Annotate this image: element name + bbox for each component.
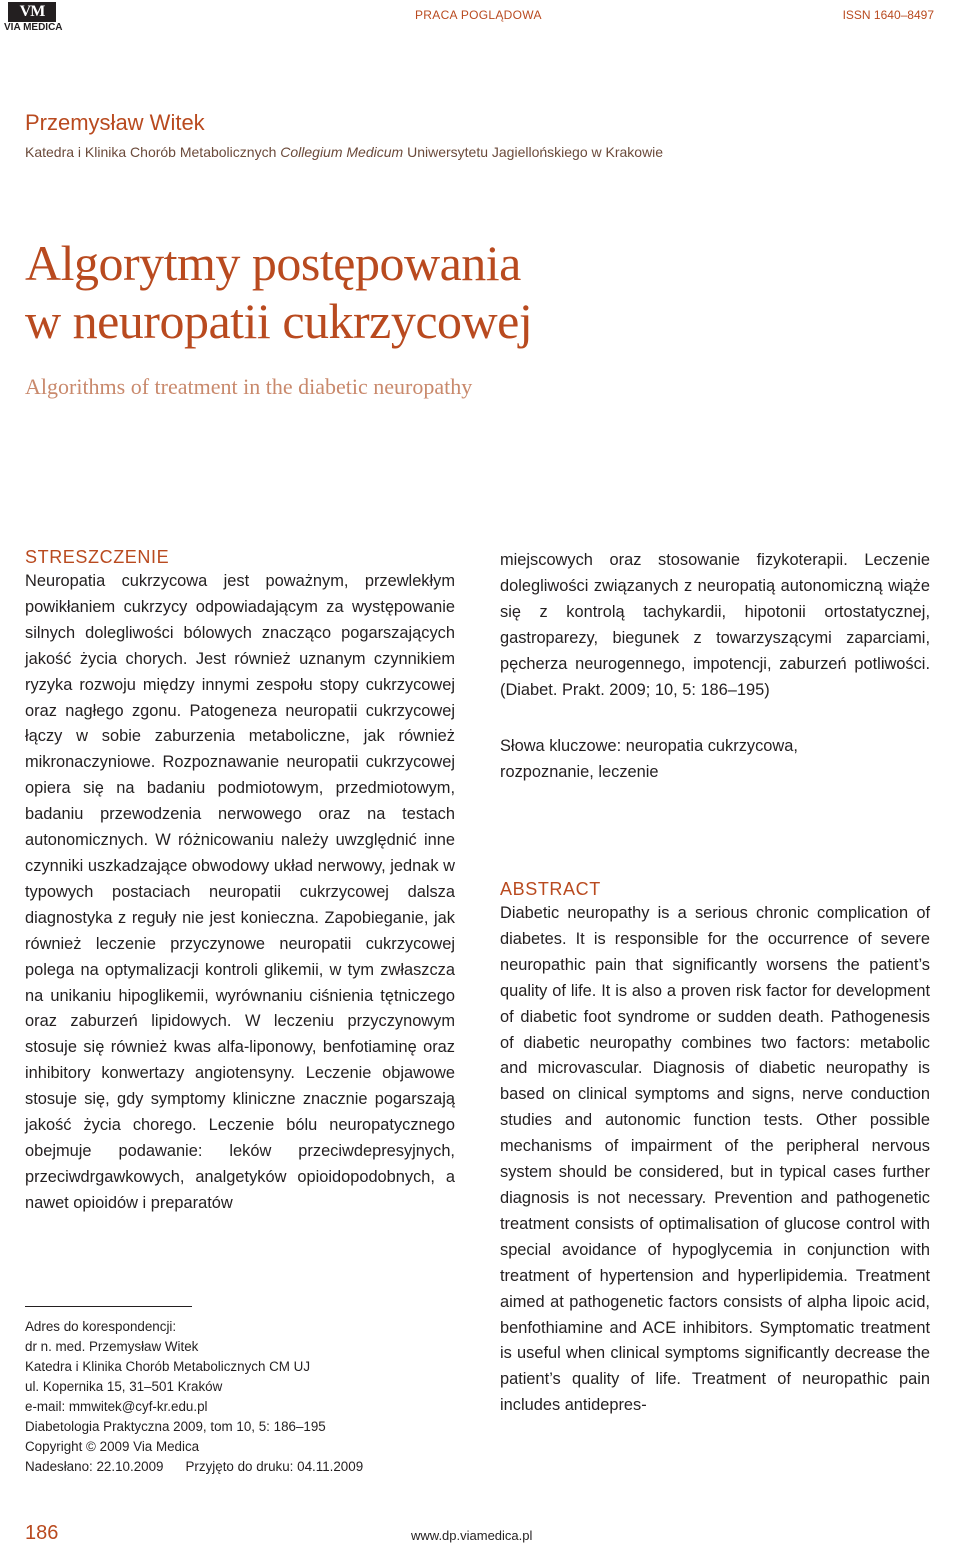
journal-citation: Diabetologia Praktyczna 2009, tom 10, 5: 186–195	[25, 1419, 326, 1434]
abstract-heading: ABSTRACT	[500, 879, 601, 899]
copyright: Copyright © 2009 Via Medica	[25, 1439, 200, 1454]
keywords: Słowa kluczowe: neuropatia cukrzycowa, rozpoznanie, leczenie	[500, 737, 798, 782]
abstract-section	[500, 877, 930, 1419]
english-title: Algorithms of treatment in the diabetic neuropathy	[25, 374, 473, 399]
streszczenie-heading: STRESZCZENIE	[25, 547, 170, 567]
title-line-2: w neuropatii cukrzycowej	[25, 293, 533, 349]
article-title	[25, 234, 725, 350]
affiliation-pre: Katedra i Klinika Chorób Metabolicznych	[25, 144, 281, 160]
received-date: Nadesłano: 22.10.2009	[25, 1459, 164, 1474]
author-name: Przemysław Witek	[25, 110, 205, 135]
publisher-logo	[4, 2, 72, 34]
affiliation-italic: Collegium Medicum	[280, 144, 404, 160]
correspondence-divider	[25, 1306, 192, 1307]
title-line-1: Algorytmy postępowania	[25, 235, 521, 291]
correspondence-email[interactable]: e-mail: mmwitek@cyf-kr.edu.pl	[25, 1399, 208, 1414]
accepted-date: Przyjęto do druku: 04.11.2009	[185, 1459, 364, 1474]
correspondence-institution: Katedra i Klinika Chorób Metabolicznych CM UJ	[25, 1359, 311, 1374]
issn: ISSN 1640–8497	[842, 8, 934, 22]
correspondence-label: Adres do korespondencji:	[25, 1319, 177, 1334]
correspondence-address: ul. Kopernika 15, 31–501 Kraków	[25, 1379, 223, 1394]
streszczenie-text-continued: miejscowych oraz stosowanie fizykoterapii. Leczenie dolegliwości związanych z neuropatią autonomiczną wiąże się z kontrolą tachykardii, hipotonii ortostatycznej, gastroparezy, biegunek z towarzyszącymi zaparciami, pęcherza neurogennego, impotencji, zaburzeń potliwości. (Diabet. Prakt. 2009; 10, 5: 186–195)	[500, 551, 930, 699]
author-affiliation	[25, 144, 663, 160]
streszczenie-text: Neuropatia cukrzycowa jest poważnym, przewlekłym powikłaniem cukrzycy odpowiadającym za występowanie silnych dolegliwości bólowych znacząco pogarszających jakość życia chorych. Jest również uznanym czynnikiem ryzyka rozwoju między innymi zespołu stopy cukrzycowej oraz nagłego zgonu. Patogeneza neuropatii cukrzycowej łączy w sobie zaburzenia metaboliczne, jak również mikronaczyniowe. Rozpoznawanie neuropatii cukrzycowej opiera się na badaniu podmiotowym, przedmiotowym, badaniu przewodzenia nerwowego oraz na testach autonomicznych. W różnicowaniu należy uwzględnić inne czynniki uszkadzające obwodowy układ nerwowy, jednak w typowych postaciach neuropatii cukrzycowej dalsza diagnostyka z reguły nie jest konieczna. Zapobieganie, jak również leczenie przyczynowe neuropatii cukrzycowej polega na optymalizacji kontroli glikemii, w tym zwłaszcza na unikaniu hipoglikemii, wyrównaniu ciśnienia tętniczego oraz zaburzeń lipidowych. W leczeniu przyczynowym stosuje się również kwas alfa-liponowy, benfotiaminę oraz inhibitory konwertazy angiotensyny. Leczenie objawowe stosuje się, gdy symptomy kliniczne znacznie pogarszają jakość życia chorego. Leczenie bólu neuropatycznego obejmuje podawanie: leków przeciwdepresyjnych, przeciwdrgawkowych, analgetyków opioidopodobnych, a nawet opioidów i preparatów	[25, 572, 455, 1212]
correspondence-block	[25, 1317, 363, 1477]
affiliation-post: Uniwersytetu Jagiellońskiego w Krakowie	[403, 144, 664, 160]
article-type: PRACA POGLĄDOWA	[415, 8, 542, 22]
logo-mark: VM	[8, 2, 56, 22]
dates	[25, 1457, 363, 1477]
page-number: 186	[25, 1522, 59, 1544]
journal-website-link[interactable]: www.dp.viamedica.pl	[411, 1528, 533, 1543]
correspondence-name: dr n. med. Przemysław Witek	[25, 1339, 199, 1354]
logo-text: VIA MEDICA	[4, 22, 63, 33]
streszczenie-continuation	[500, 548, 930, 786]
abstract-text: Diabetic neuropathy is a serious chronic complication of diabetes. It is responsible for the occurrence of severe neuropathic pain that significantly worsens the patient’s quality of life. It is also a proven risk factor for development of diabetic foot syndrome or sudden death. Pathogenesis of diabetic neuropathy combines two factors: metabolic and microvascular. Diagnosis of diabetic neuropathy is based on clinical symptoms and signs, nerve conduction studies and autonomic function tests. Other possible mechanisms of impairment of the peripheral nervous system should be considered, but in typical cases further diagnosis is not necessary. Prevention and pathogenetic treatment consists of optimalisation of glucose control with special avoidance of hypoglycemia in conjunction with treatment of hypertension and hyperlipidemia. Treatment aimed at pathogenetic factors consists of alpha lipoic acid, benfothiamine and ACE inhibitors. Symptomatic treatment is useful when clinical symptoms significantly decrease the patient’s quality of life. Treatment of neuropathic pain includes antidepres-	[500, 904, 930, 1415]
streszczenie-column	[25, 545, 455, 1217]
